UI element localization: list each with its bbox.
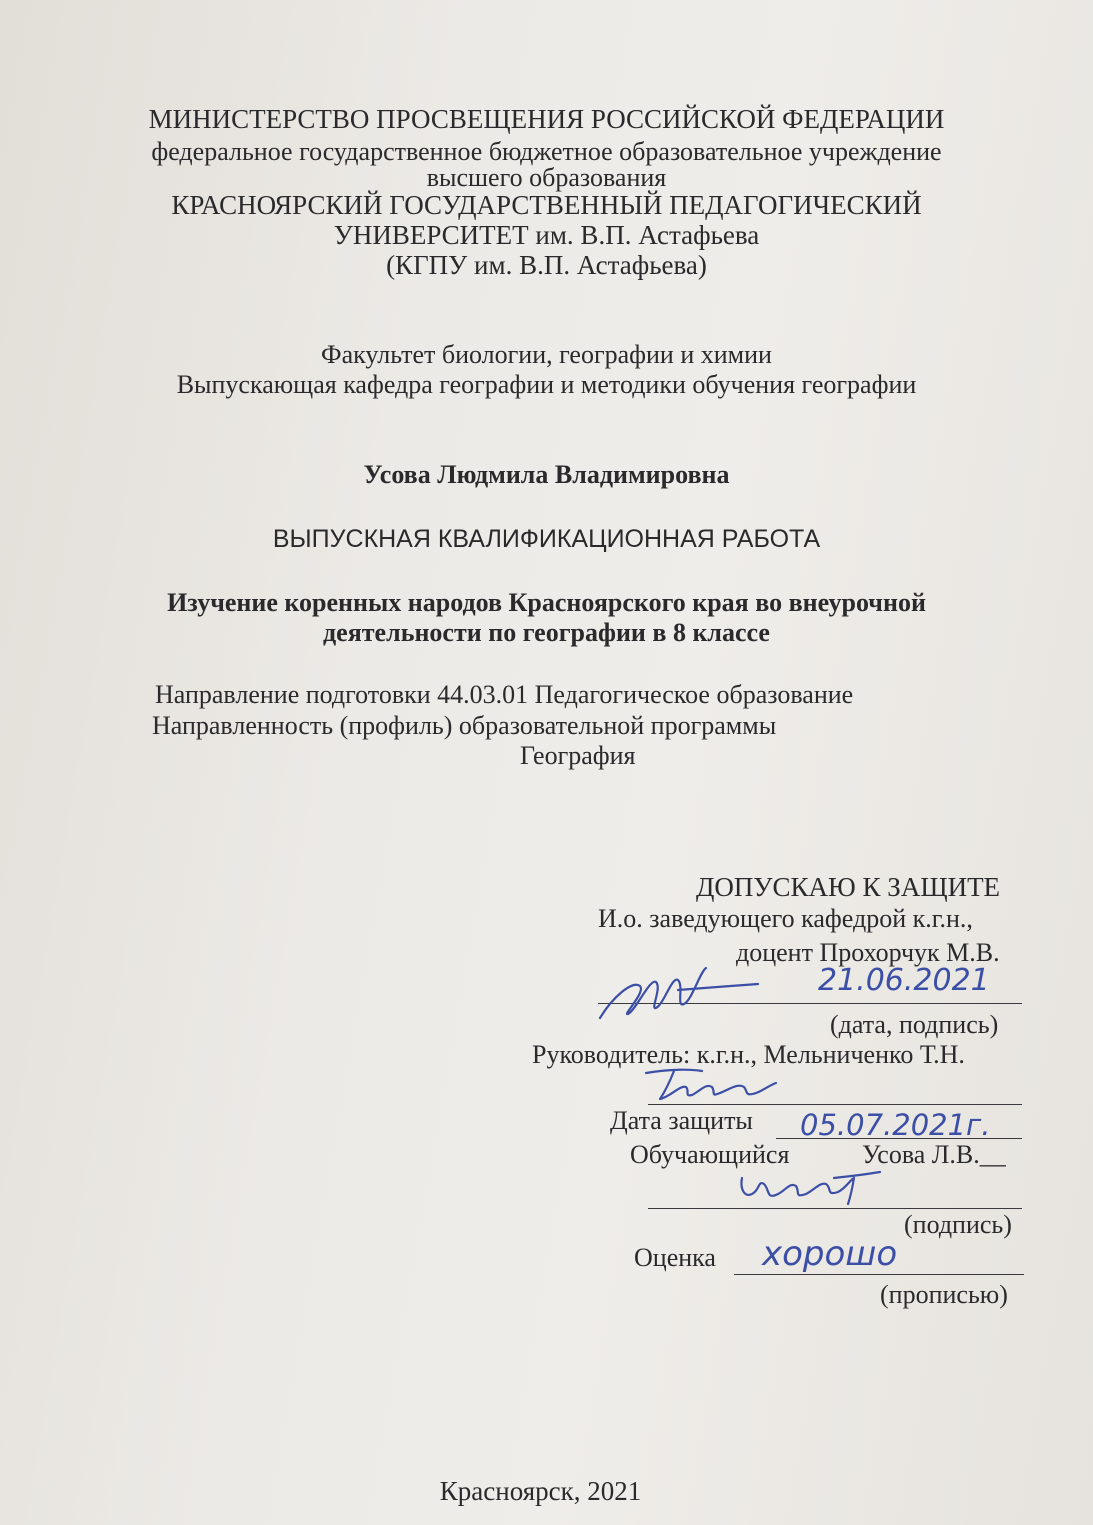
student-label: Обучающийся xyxy=(630,1140,790,1169)
department-name: Выпускающая кафедра географии и методики обучения географии xyxy=(176,370,917,399)
grade-line xyxy=(734,1274,1024,1275)
head-signature xyxy=(592,958,762,1030)
university-name-line-1: КРАСНОЯРСКИЙ ГОСУДАРСТВЕННЫЙ ПЕДАГОГИЧЕСКИЙ xyxy=(171,190,922,220)
defense-date-label: Дата защиты xyxy=(610,1106,753,1135)
program-profile: Направленность (профиль) образовательной программы xyxy=(152,711,777,740)
student-signature xyxy=(734,1164,884,1212)
handwritten-defense-date: 05.07.2021г. xyxy=(800,1108,991,1142)
city-year: Красноярск, 2021 xyxy=(439,1476,642,1506)
faculty-name: Факультет биологии, географии и химии xyxy=(321,340,772,369)
head-of-department-role: И.о. заведующего кафедрой к.г.н., xyxy=(598,904,973,933)
training-direction: Направление подготовки 44.03.01 Педагогическое образование xyxy=(155,680,854,709)
ministry-name: МИНИСТЕРСТВО ПРОСВЕЩЕНИЯ РОССИЙСКОЙ ФЕДЕРАЦИИ xyxy=(148,104,945,134)
institution-type-line-1: федеральное государственное бюджетное образовательное учреждение xyxy=(151,137,942,166)
program-profile-value: География xyxy=(520,741,636,770)
date-signature-caption: (дата, подпись) xyxy=(830,1010,999,1039)
student-signature-line xyxy=(648,1208,1022,1209)
thesis-title-line-1: Изучение коренных народов Красноярского края во внеурочной xyxy=(167,588,926,617)
handwritten-approval-date: 21.06.2021 xyxy=(818,963,990,998)
supervisor: Руководитель: к.г.н., Мельниченко Т.Н. xyxy=(532,1040,965,1069)
author-name: Усова Людмила Владимировна xyxy=(363,460,730,489)
university-abbreviation: (КГПУ им. В.П. Астафьева) xyxy=(386,250,707,280)
university-name-line-2: УНИВЕРСИТЕТ им. В.П. Астафьева xyxy=(333,220,760,250)
head-of-department-name: доцент Прохорчук М.В. xyxy=(736,938,1000,967)
grade-caption: (прописью) xyxy=(880,1280,1008,1309)
institution-type-line-2: высшего образования xyxy=(426,163,667,192)
signature-caption: (подпись) xyxy=(904,1210,1012,1239)
grade-label: Оценка xyxy=(634,1243,716,1272)
approval-heading: ДОПУСКАЮ К ЗАЩИТЕ xyxy=(696,872,1001,902)
thesis-title-line-2: деятельности по географии в 8 классе xyxy=(323,618,770,647)
handwritten-grade: хорошо xyxy=(762,1234,898,1274)
student-name: Усова Л.В.__ xyxy=(862,1140,1006,1169)
supervisor-signature xyxy=(640,1063,780,1105)
supervisor-signature-line xyxy=(648,1104,1022,1105)
work-type: ВЫПУСКНАЯ КВАЛИФИКАЦИОННАЯ РАБОТА xyxy=(272,525,821,553)
